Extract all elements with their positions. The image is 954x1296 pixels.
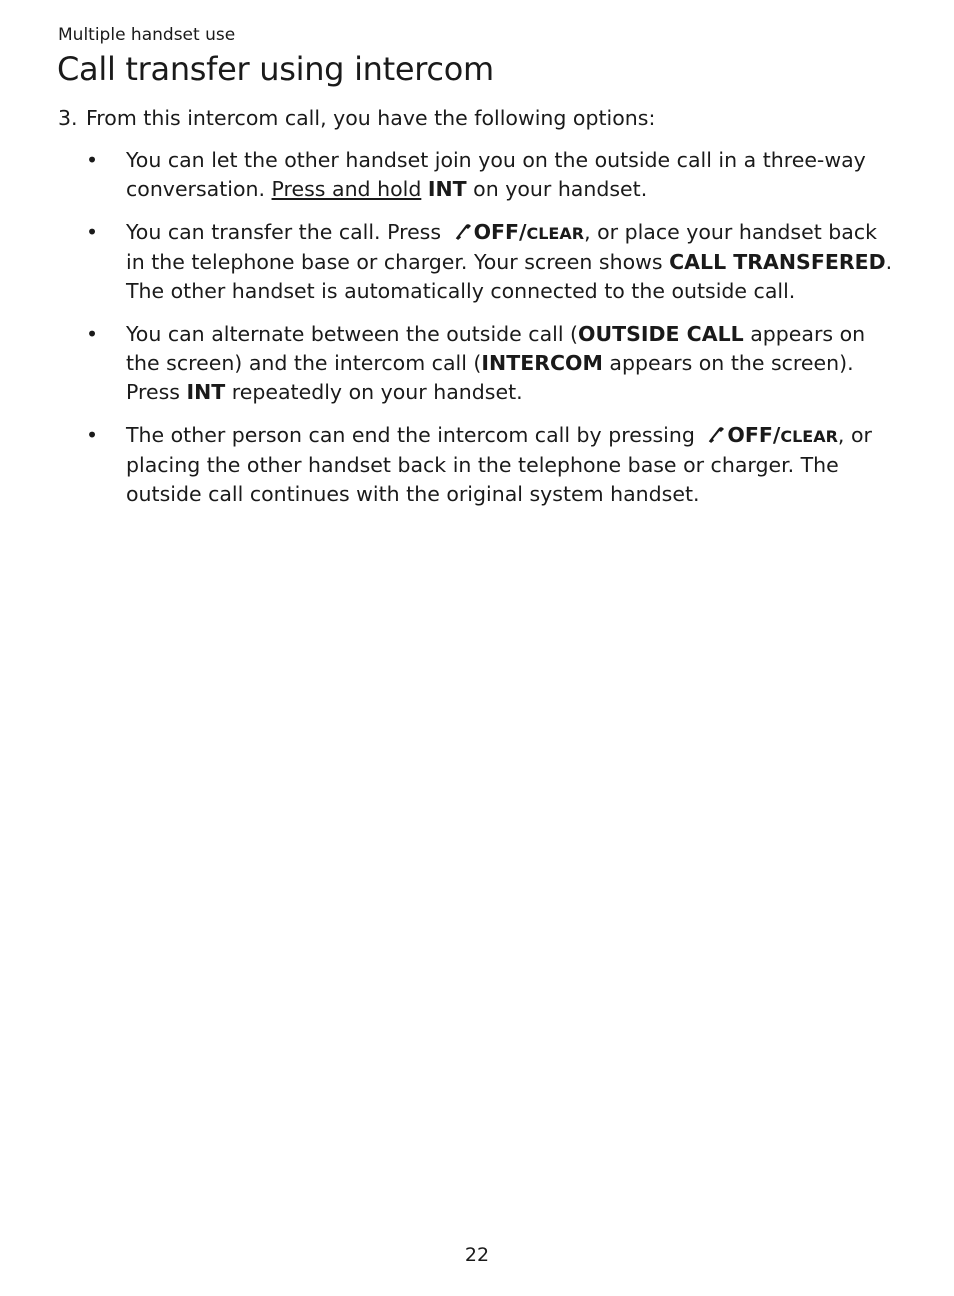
off-key-label: OFF/ [727,423,781,447]
bullet: • [86,148,99,172]
options-list [86,146,894,523]
phone-handset-icon [705,424,727,444]
screen-message: INTERCOM [481,351,603,375]
page-title: Call transfer using intercom [57,50,494,88]
text: You can alternate between the outside call ( [126,322,579,346]
step-number: 3. [58,106,78,130]
section-label: Multiple handset use [58,25,236,45]
text: on your handset. [466,177,648,201]
text: , or placing the other handset back in the telephone base or charger. The outside call continues with the original system handset. [126,423,872,506]
text: , or place your handset back in the telephone base or charger. Your screen shows [126,220,877,274]
screen-message: CALL TRANSFERED [669,250,886,274]
step-text: From this intercom call, you have the following options: [86,106,656,130]
text: repeatedly on your handset. [225,380,523,404]
screen-message: OUTSIDE CALL [578,322,744,346]
text: You can transfer the call. Press [126,220,448,244]
bullet: • [86,322,99,346]
text: The other person can end the intercom call by pressing [126,423,702,447]
press-and-hold-text: Press and hold [271,177,422,201]
text: appears on the screen) and the intercom call ( [126,322,866,375]
int-key-label: INT [186,380,226,404]
page-number: 22 [464,1244,490,1266]
step-3 [58,106,655,130]
list-item [86,320,894,407]
list-item [86,146,894,204]
text: . The other handset is automatically connected to the outside call. [126,250,893,303]
list-item [86,218,894,306]
clear-key-label: CLEAR [526,224,585,243]
off-key-label: OFF/ [473,220,527,244]
phone-handset-icon [452,221,474,241]
bullet: • [86,423,99,447]
text: appears on the screen). Press [126,351,854,404]
text: You can let the other handset join you on the outside call in a three-way conversation. [126,148,866,201]
bullet: • [86,220,99,244]
int-key-label: INT [427,177,467,201]
clear-key-label: CLEAR [780,427,838,446]
list-item [86,421,894,509]
